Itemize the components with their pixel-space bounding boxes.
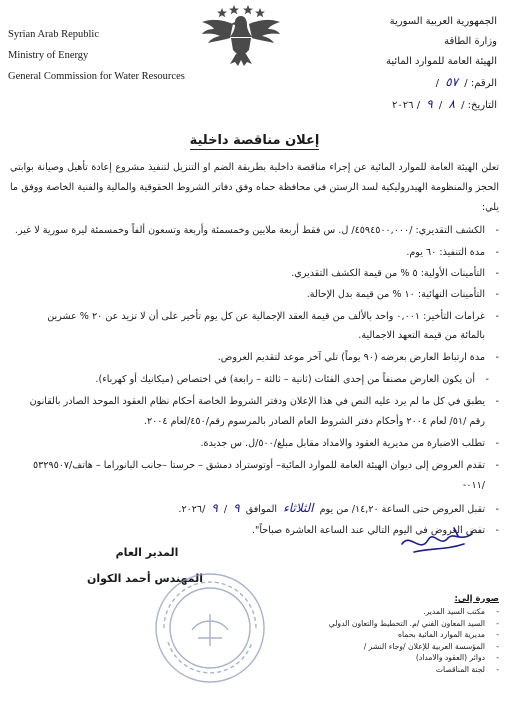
item-law-cont: رقم /٥١/ لعام ٢٠٠٤ وأحكام دفتر الشروط العام الصادر بالمرسوم رقم/٤٥٠/لعام ٢٠٠٤.: [143, 416, 485, 427]
item-penalties: غرامات التأخير: ٠,٠٠١ واحد بالألف من قيمة العقد الإجمالية عن كل يوم تأخير على أن لا تزيد عن ٢٠ % عشرين: [47, 311, 485, 322]
item-law: يطبق في كل ما لم يرد عليه النص في هذا الإعلان ودفتر الشروط الخاصة أحكام نظام العقود الموحد الصادر بالقانون: [29, 396, 485, 407]
handwritten-signature-icon: [394, 514, 480, 566]
item-opening: تفض العروض في اليوم التالي عند الساعة العاشرة صباحاً".: [251, 525, 485, 536]
date-month: ٩: [426, 97, 433, 111]
item-commitment: مدة ارتباط العارض بعرضه (٩٠ يوماً) تلي آخر موعد لتقديم العروض.: [217, 352, 485, 363]
item-penalties-cont: بالمائة من قيمة التعهد الاجمالية.: [358, 330, 485, 341]
list-item: -يطبق في كل ما لم يرد عليه النص في هذا الإعلان ودفتر الشروط الخاصة أحكام نظام العقود الموحد الصادر بالقانون: [29, 396, 499, 407]
date-separator-1: /: [438, 100, 443, 111]
country-arabic: الجمهورية العربية السورية: [389, 16, 497, 27]
list-item: -تطلب الاضبارة من مديرية العقود والامداد مقابل مبلغ/٥٠٠/ل. س جديدة.: [200, 438, 499, 449]
item-duration: مدة التنفيذ: ٦٠ يوم.: [406, 247, 485, 258]
signature-role: المدير العام: [115, 546, 179, 559]
list-item: -مديرية الموارد المائية بحماه: [398, 630, 499, 639]
item-submission: تقدم العروض إلى ديوان الهيئة العامة للموارد المائية– أوتوستراد دمشق – حرستا –جانب البانوراما – هاتف/٥٣٢٩٥٠٧: [32, 460, 485, 471]
item-classification: أن يكون العارض مصنفاً من إحدى الفئات (ثانية – ثالثة – رابعة) في اختصاص (ميكانيك أو كهرباء).: [95, 374, 475, 385]
cc-list: [259, 592, 499, 675]
reference-value: ٥٧: [445, 75, 459, 89]
deadline-date-day: ٩: [233, 501, 240, 515]
item-final-deposit: التأمينات النهائية: ١٠ % من قيمة بدل الإحالة.: [306, 289, 485, 300]
signature-name: المهندس أحمد الكوان: [87, 572, 203, 585]
deadline-day-handwritten: الثلاثاء: [283, 501, 314, 515]
eagle-emblem-icon: [200, 2, 282, 68]
deadline-date-year: /٢٠٢٦.: [178, 504, 206, 515]
document-date: [277, 94, 497, 116]
date-year: ٢٠٢٦: [392, 100, 414, 111]
list-item: -تفض العروض في اليوم التالي عند الساعة العاشرة صباحاً".: [251, 525, 499, 536]
list-item: -أن يكون العارض مصنفاً من إحدى الفئات (ثانية – ثالثة – رابعة) في اختصاص (ميكانيك أو كهرباء).: [95, 374, 489, 385]
official-stamp-icon: [150, 568, 270, 688]
commission-english: General Commission for Water Resources: [8, 71, 185, 82]
list-item: -غرامات التأخير: ٠,٠٠١ واحد بالألف من قيمة العقد الإجمالية عن كل يوم تأخير على أن لا تزيد عن ٢٠ % عشرين: [47, 311, 499, 322]
list-item: -السيد المعاون الفني /م. التخطيط والتعاون الدولي: [328, 618, 499, 628]
intro-paragraph: تعلن الهيئة العامة للموارد المائية عن إجراء مناقصة داخلية بطريقة الضم او التنزيل لتنفيذ مشروع إعادة تأهيل وصيانة بوابتي الحجز والمنظومة الهيدروليكية لسد الرستن في محافظة حماه وفق دفاتر الشروط الحقوقية والمالية والفنية الخاصة ووفق ما يلي:: [10, 162, 499, 213]
list-item: -دوائر (العقود والامداد): [415, 653, 499, 662]
date-day: ٨: [448, 97, 455, 111]
list-item: -لجنة المناقصات: [435, 664, 499, 674]
date-label: التاريخ: /: [461, 100, 497, 111]
list-item: -تقبل العروض حتى الساعة ١٤,٢٠/ من يوم الثلاثاء الموافق ٩ / ٩ /٢٠٢٦.: [178, 501, 499, 515]
reference-suffix: /: [435, 78, 440, 89]
list-item: -مدة ارتباط العارض بعرضه (٩٠ يوماً) تلي آخر موعد لتقديم العروض.: [217, 352, 499, 363]
announcement-title: [0, 133, 509, 148]
announcement-title-text: إعلان مناقصة داخلية: [189, 133, 320, 148]
list-item: -تقدم العروض إلى ديوان الهيئة العامة للموارد المائية– أوتوستراد دمشق – حرستا –جانب البانوراما – هاتف/٥٣٢٩٥٠٧: [32, 460, 499, 471]
ministry-arabic: وزارة الطاقة: [444, 36, 497, 47]
item-deadline: تقبل العروض حتى الساعة ١٤,٢٠/ من يوم: [319, 504, 485, 515]
list-item: -الكشف التقديري: /٤٥٩٤٥٠٠,٠٠٠/ ل. س فقط أربعة ملايين وخمسمئة وأربعة وتسعون ألفاً وخمسمئة ليرة سورية لا غير.: [14, 225, 499, 236]
list-item: -مدة التنفيذ: ٦٠ يوم.: [406, 247, 499, 258]
country-english: Syrian Arab Republic: [8, 29, 99, 40]
list-item: -المؤسسة العربية للإعلان /وجاء النشر /: [363, 641, 499, 651]
ministry-english: Ministry of Energy: [8, 50, 89, 61]
list-item: -التأمينات النهائية: ١٠ % من قيمة بدل الإحالة.: [306, 289, 499, 300]
list-item: -التأمينات الأولية: ٥ % من قيمة الكشف التقديري.: [291, 268, 499, 279]
item-submission-cont: /٠١١-: [462, 480, 485, 491]
deadline-agreed-label: الموافق: [245, 504, 278, 515]
announcement-body: [10, 158, 499, 218]
commission-arabic: الهيئة العامة للموارد المائية: [386, 56, 497, 67]
list-item-continuation: [10, 476, 499, 495]
cc-title: صورة إلى:: [454, 594, 499, 604]
list-item-continuation: [10, 326, 499, 345]
list-item-continuation: [10, 412, 499, 431]
header-english: [8, 24, 193, 87]
deadline-date-month: ٩: [211, 501, 218, 515]
date-separator-2: /: [416, 100, 421, 111]
item-initial-deposit: التأمينات الأولية: ٥ % من قيمة الكشف التقديري.: [291, 268, 485, 279]
reference-number: [277, 72, 497, 94]
list-item: -مكتب السيد المدير.: [423, 607, 499, 616]
item-estimate: الكشف التقديري: /٤٥٩٤٥٠٠,٠٠٠/ ل. س فقط أربعة ملايين وخمسمئة وأربعة وتسعون ألفاً وخمسمئة ليرة سورية لا غير.: [14, 225, 485, 236]
header-arabic: [277, 12, 497, 116]
reference-label: الرقم: /: [464, 78, 497, 89]
item-file-request: تطلب الاضبارة من مديرية العقود والامداد مقابل مبلغ/٥٠٠/ل. س جديدة.: [200, 438, 485, 449]
